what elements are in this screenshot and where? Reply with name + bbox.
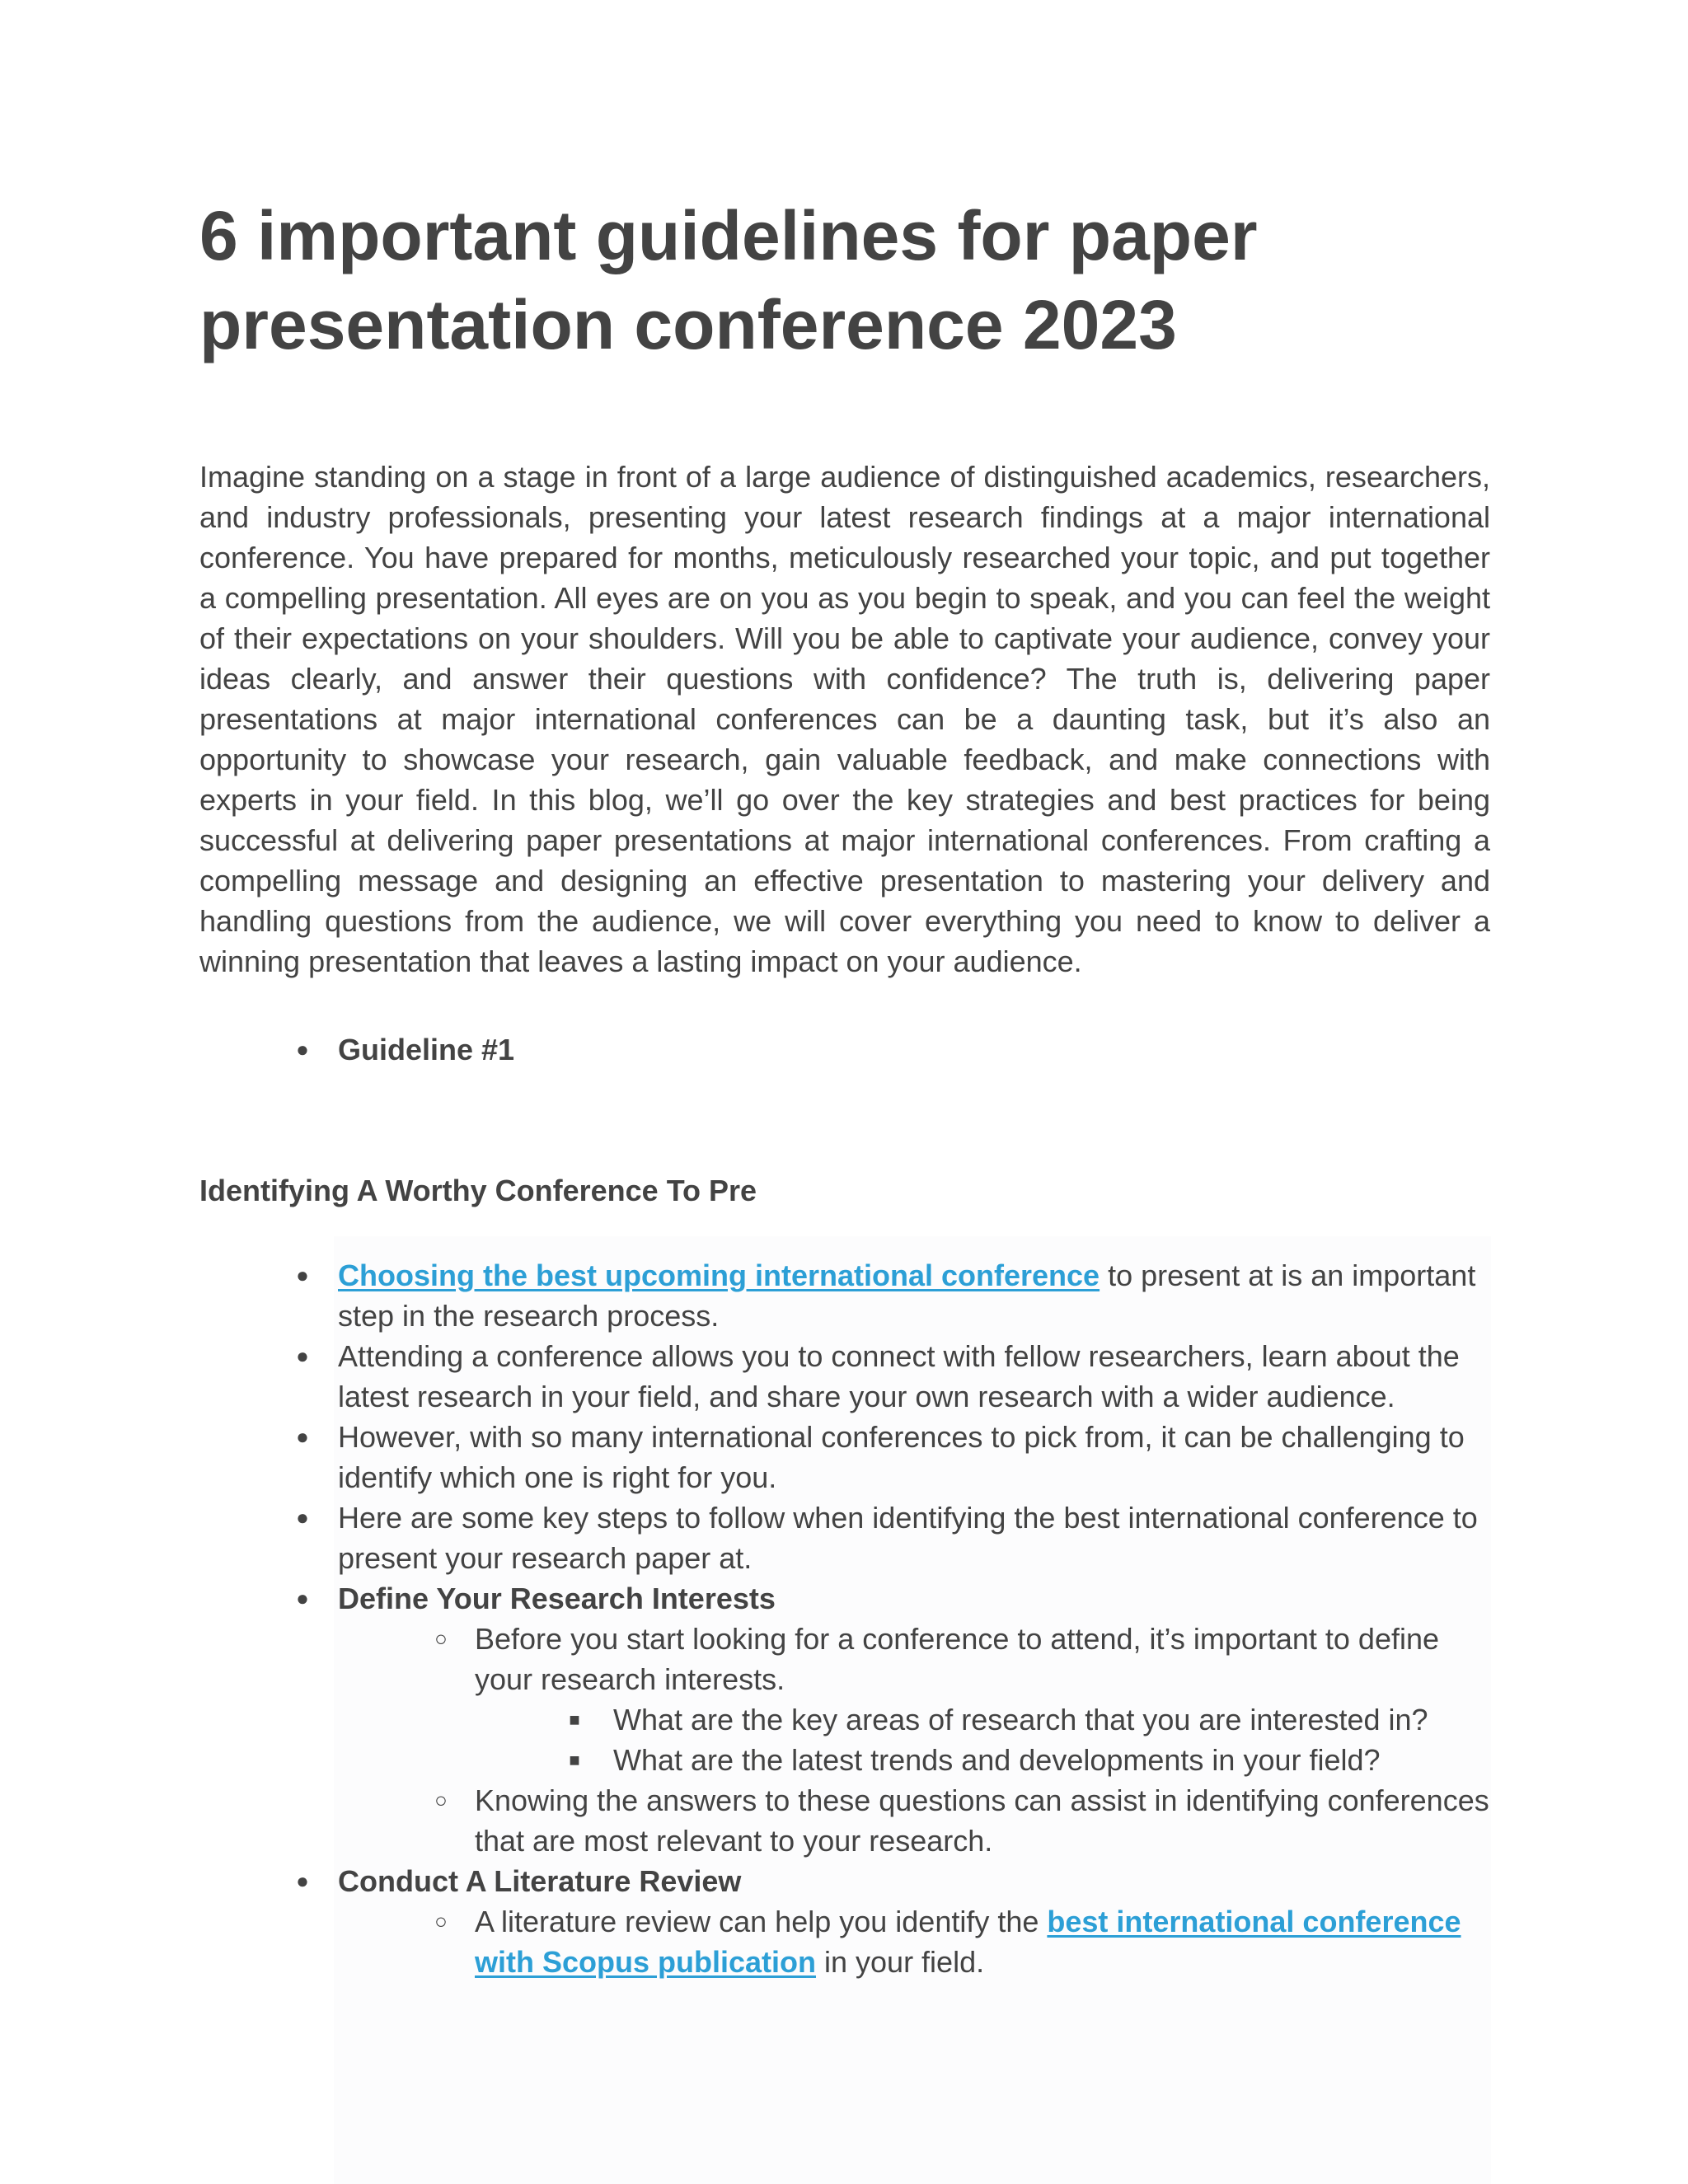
list-item	[199, 1255, 1490, 1336]
document-content	[199, 191, 1490, 1982]
sub-sub-list	[475, 1699, 1490, 1780]
list-item-text: A literature review can help you identify the	[475, 1905, 1048, 1938]
bullet-disc-icon: ●	[296, 1424, 309, 1449]
list-item-text: However, with so many international conferences to pick from, it can be challenging to identify which one is right for you.	[338, 1420, 1465, 1494]
bullet-circle-icon: ○	[434, 1626, 448, 1651]
list-item-text: to present at is an important step in the research process.	[338, 1258, 1476, 1333]
intro-paragraph: Imagine standing on a stage in front of a large audience of distinguished academics, researchers, and industry professionals, presenting your latest research findings at a major international conference. You have prepared for months, meticulously researched your topic, and put together a compelling presentation. All eyes are on you as you begin to speak, and you can feel the weight of their expectations on your shoulders. Will you be able to captivate your audience, convey your ideas clearly, and answer their questions with confidence? The truth is, delivering paper presentations at major international conferences can be a daunting task, but it’s also an opportunity to showcase your research, gain valuable feedback, and make connections with experts in your field. In this blog, we’ll go over the key strategies and best practices for being successful at delivering paper presentations at major international conferences. From crafting a compelling message and designing an effective presentation to mastering your delivery and handling questions from the audience, we will cover everything you need to know to deliver a winning presentation that leaves a lasting impact on your audience.	[199, 460, 1490, 978]
list-item	[199, 1497, 1490, 1578]
list-item	[475, 1699, 1490, 1740]
list-item-text: Here are some key steps to follow when identifying the best international conference to present your research paper at.	[338, 1501, 1478, 1575]
main-bullet-list	[199, 1255, 1490, 1982]
scopus-conference-link[interactable]: best international conference with Scopus publication	[475, 1905, 1461, 1979]
sub-list	[338, 1901, 1490, 1982]
list-item	[199, 1578, 1490, 1861]
list-item	[199, 1417, 1490, 1497]
list-item	[338, 1780, 1490, 1861]
bullet-circle-icon: ○	[434, 1788, 448, 1812]
list-item	[338, 1619, 1490, 1780]
section-heading: Identifying A Worthy Conference To Pre	[199, 1174, 757, 1207]
list-item-text: Attending a conference allows you to connect with fellow researchers, learn about the latest research in your field, and share your own research with a wider audience.	[338, 1339, 1460, 1413]
sub-list	[338, 1619, 1490, 1861]
list-item-text: What are the key areas of research that you are interested in?	[613, 1703, 1428, 1736]
list-item-text: What are the latest trends and developments in your field?	[613, 1743, 1381, 1777]
list-item	[199, 1861, 1490, 1982]
list-item	[199, 1029, 1490, 1070]
list-item-text: Before you start looking for a conference to attend, it’s important to define your research interests.	[475, 1622, 1440, 1696]
list-item	[338, 1901, 1490, 1982]
list-item	[199, 1336, 1490, 1417]
conference-link[interactable]: Choosing the best upcoming international conference	[338, 1258, 1100, 1292]
list-item-text: Knowing the answers to these questions can assist in identifying conferences that are most relevant to your research.	[475, 1783, 1489, 1858]
bullet-square-icon: ■	[569, 1750, 580, 1770]
list-item-text: in your field.	[816, 1945, 985, 1979]
list-item	[475, 1740, 1490, 1780]
subheading-define-research-interests: Define Your Research Interests	[338, 1582, 776, 1615]
bullet-disc-icon: ●	[296, 1868, 309, 1893]
page-title: 6 important guidelines for paper presentation conference 2023	[199, 197, 1258, 363]
bullet-disc-icon: ●	[296, 1505, 309, 1530]
bullet-circle-icon: ○	[434, 1909, 448, 1933]
bullet-square-icon: ■	[569, 1709, 580, 1730]
bullet-disc-icon: ●	[296, 1037, 309, 1062]
guideline-list	[199, 1029, 1490, 1070]
bullet-disc-icon: ●	[296, 1343, 309, 1368]
bullet-disc-icon: ●	[296, 1263, 309, 1287]
guideline-label: Guideline #1	[338, 1033, 515, 1066]
subheading-literature-review: Conduct A Literature Review	[338, 1864, 742, 1898]
bullet-disc-icon: ●	[296, 1586, 309, 1610]
